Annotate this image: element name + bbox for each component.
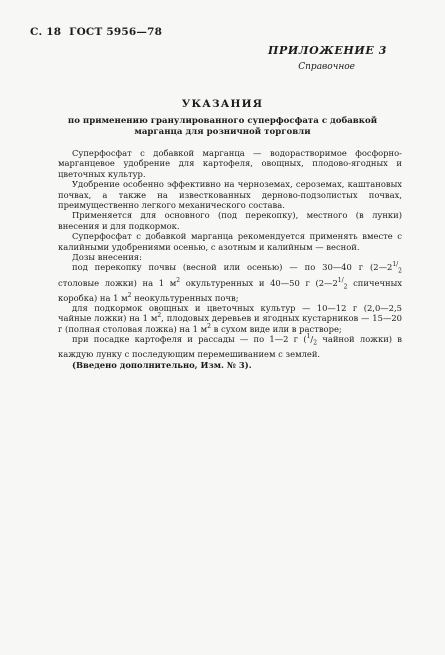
standard-code: ГОСТ 5956—78 (69, 26, 163, 38)
appendix-label: ПРИЛОЖЕНИЕ 3 (267, 44, 387, 57)
dose-item-plant: при посадке картофеля и рассады — по 1—2 г ($^1/_2$ чайной ложки) в каждую лунку с последующим перемешиванием с землей. (58, 333, 402, 360)
paragraph-effectiveness: Удобрение особенно эффективно на черноземах, сероземах, каштановых почвах, а также на известкованных дерново-подзолистых почвах, преимущественно легкого механического состава. (58, 179, 402, 211)
paragraph-description: Суперфосфат с добавкой марганца — водорастворимое фосфорно-марганцевое удобрение для картофеля, овощных, плодово-ягодных и цветочных культур. (58, 148, 402, 179)
document-body (58, 148, 402, 370)
document-subtitle: по применению гранулированного суперфосфата с добавкой марганца для розничной торговли (67, 116, 378, 137)
amendment-note: (Введено дополнительно, Изм. № 3). (72, 359, 252, 370)
page-header (30, 26, 166, 38)
page-number: С. 18 (30, 26, 62, 38)
document-title: УКАЗАНИЯ (181, 98, 264, 110)
paragraph-application: Применяется для основного (под перекопку), местного (в лунки) внесения и для подкормок. (58, 210, 402, 231)
dose-item-feed: для подкормок овощных и цветочных культур — 10—12 г (2,0—2,5 чайные ложки) на 1 $м^2$, плодовых деревьев и ягодных кустарников — 15—20 г (полная столовая ложка) на 1 $м^2$ в сухом виде или в растворе; (58, 303, 402, 334)
paragraph-doses-heading: Дозы внесения: (72, 252, 142, 263)
paragraph-combination: Суперфосфат с добавкой марганца рекомендуется применять вместе с калийными удобрениями осенью, с азотным и калийным — весной. (58, 231, 402, 252)
dose-item-dig: под перекопку почвы (весной или осенью) — по 30—40 г ($2—2^{1/}_2$ столовые ложки) на 1 $м^2$ окультуренных и 40—50 г ($2—2^{1/}_2$ спичечных коробка) на 1 $м^2$ неокультуренных почв; (58, 261, 402, 303)
appendix-type: Справочное (298, 62, 355, 72)
